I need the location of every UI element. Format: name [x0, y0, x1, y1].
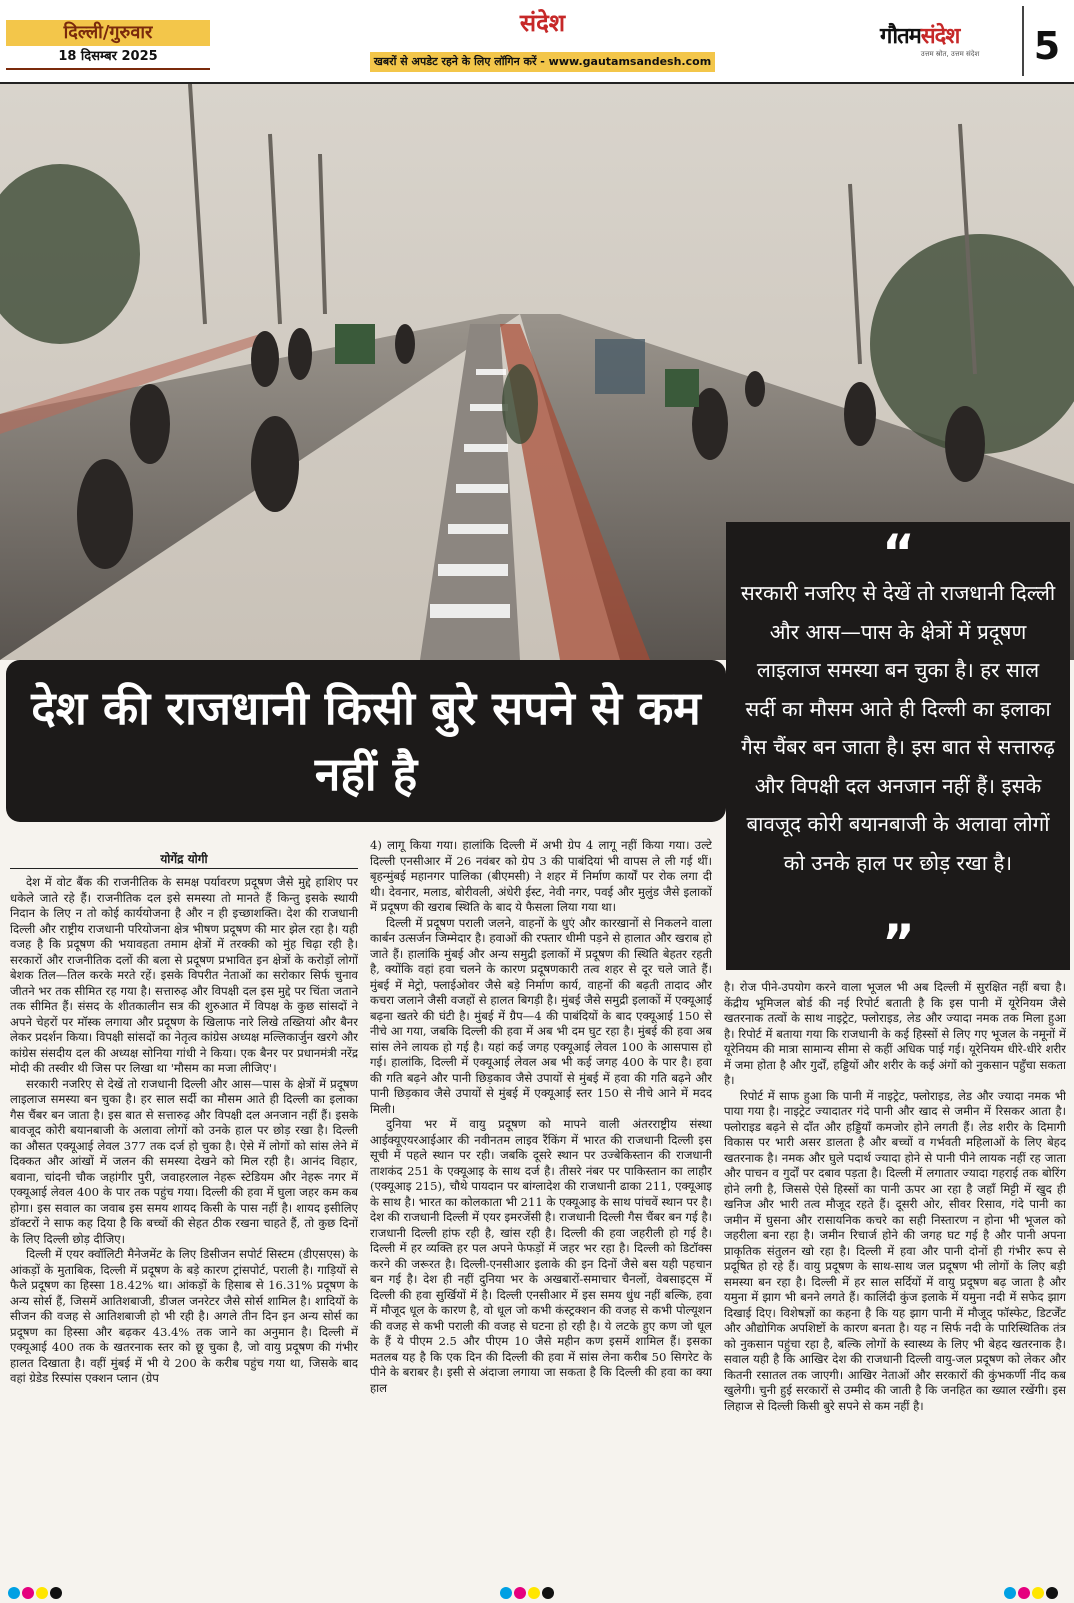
color-registration-marks — [8, 1584, 64, 1596]
article-column-1 — [10, 850, 358, 1580]
page-number: 5 — [1022, 6, 1070, 76]
byline: योगेंद्र योगी — [10, 850, 358, 869]
logo-part2: संदेश — [920, 24, 960, 49]
section-header — [370, 8, 715, 72]
paragraph: सरकारी नजरिए से देखें तो राजधानी दिल्ली और आस—पास के क्षेत्रों में प्रदूषण लाइलाज समस्या बन चुका है। हर साल सर्दी का मौसम आते ही दिल्ली का इलाका गैस चैंबर बन जाता है। इस बात से सत्तारुढ़ और विपक्षी दल अनजान नहीं हैं। इसके बावजूद कोरी बयानबाजी के अलावा लोगों को उनके हाल पर छोड़ रखा है। दिल्ली का औसत एक्यूआई लेवल 377 तक दर्ज हो चुका है। ऐसे में लोगों को सांस लेने में दिक्कत और आंखों में जलन की समस्या देखने को मिल रही है। आनंद विहार, बवाना, चांदनी चौक जहांगीर पुरी, जवाहरलाल नेहरू स्टेडियम और नेहरू नगर में एक्यूआई लेवल 400 के पार तक पहुंच गया। दिल्ली की हवा में घुला जहर कम कब होगा। इस सवाल का जवाब इस समय शायद किसी के पास नहीं है। शायद इसीलिए डॉक्टरों ने साफ कह दिया है कि बच्चों की सेहत ठीक रखना चाहते हैं, तो कुछ दिनों के लिए दिल्ली छोड़ दीजिए। — [10, 1076, 358, 1246]
paragraph: दिल्ली में प्रदूषण पराली जलने, वाहनों के धुएं और कारखानों से निकलने वाला कार्बन उत्सर्जन जिम्मेदार है। हवाओं की रफ्तार धीमी पड़ने से हालात और खराब हो जाते हैं। हालांकि मुंबई और अन्य समुद्री इलाकों में प्रदूषण की स्थिति बेहतर रहती है, क्योंकि वहां हवा चलने के कारण प्रदूषणकारी तत्व शहर से दूर चले जाते हैं। मुंबई में मेट्रो, फ्लाईओवर जैसे बड़े निर्माण कार्य, वाहनों की बढ़ती तादाद और कचरा जलाने जैसी वजहों से हालत बिगड़ी है। मुंबई जैसे समुद्री इलाकों में एक्यूआई बढ़ना खतरे की घंटी है। मुंबई में ग्रैप—4 की पाबंदियों के बाद एक्यूआई 150 से नीचे आ गया, जबकि दिल्ली की हवा में अब भी दम घुट रहा है। मुंबई की हवा अब सांस लेने लायक हो गई है। यहां कई जगह एक्यूआई लेवल 100 के आसपास हो गई। हालांकि, दिल्ली में एक्यूआई लेवल अब भी कई जगह 400 के पार है। हवा की गति बढ़ने और पानी छिड़काव जैसे उपायों से मुंबई में हवा की गति बढ़ने और पानी छिड़काव जैसे उपायों से मुंबई में एक्यूआई स्तर 150 से नीचे आने में मदद मिली। — [370, 915, 712, 1116]
city-day: दिल्ली/गुरुवार — [6, 20, 210, 46]
quote-close-icon: ” — [882, 914, 915, 972]
logo-tagline: उत्तम स्रोत, उत्तम संदेश — [920, 50, 980, 58]
masthead — [0, 0, 1074, 84]
paragraph: है। रोज पीने-उपयोग करने वाला भूजल भी अब दिल्ली में सुरक्षित नहीं बचा है। केंद्रीय भूमिजल बोर्ड की नई रिपोर्ट बताती है कि इस पानी में यूरेनियम जैसे खतरनाक तत्वों के साथ नाइट्रेट, फ्लोराइड, लेड और ज्यादा नमक तक मिला हुआ है। रिपोर्ट में बताया गया कि राजधानी के कई हिस्सों से लिए गए भूजल के नमूनों में यूरेनियम की मात्रा सामान्य सीमा से कहीं अधिक पाई गई। यूरेनियम धीरे-धीरे शरीर में जमा होता है और गुर्दों, हड्डियों और शरीर के कई अंगों को नुकसान पहुँचा सकता है। — [724, 980, 1066, 1087]
article-column-2 — [370, 838, 712, 1580]
paragraph: दुनिया भर में वायु प्रदूषण को मापने वाली अंतरराष्ट्रीय संस्था आईक्यूएयरआईआर की नवीनतम लाइव रैंकिंग में भारत की राजधानी दिल्ली इस सूची में पहले स्थान पर रही। जबकि दूसरे स्थान पर उज्बेकिस्तान की राजधानी ताशकंद 251 के एक्यूआइ के साथ दर्ज है। तीसरे नंबर पर पाकिस्तान का लाहौर (एक्यूआइ 215), चौथे पायदान पर बांग्लादेश की राजधानी ढाका 211, एक्यूआइ के साथ है। भारत का कोलकाता भी 211 के एक्यूआइ के साथ पांचवें स्थान पर है। देश की राजधानी दिल्ली में एयर इमरजेंसी है। राजधानी दिल्ली गैस चैंबर बन गई है। राजधानी दिल्ली हांफ रही है, खांस रही है। दिल्ली की हवा जहरीली हो गई है। दिल्ली में हर व्यक्ति हर पल अपने फेफड़ों में जहर भर रहा है। दिल्ली को डिटॉक्स करने की जरूरत है। दिल्ली-एनसीआर इलाके की इन दिनों जैसे बस यही पहचान बन गई है। देश ही नहीं दुनिया भर के अखबारों-समाचार चैनलों, वेबसाइट्स में दिल्ली की हवा सुर्खियों में है। दिल्ली एनसीआर में इस समय धुंध नहीं बल्कि, हवा में मौजूद धूल के कारण है, वो धूल जो कभी कंस्ट्रक्शन की वजह से कभी पोल्यूशन की वजह से कभी पराली की वजह से घटना हो रही है। ये लटके हुए कण जो धूल के हैं ये पीएम 2.5 और पीएम 10 जैसे महीन कण इसमें शामिल हैं। इसका मतलब यह है कि एक दिन की दिल्ली की हवा में सांस लेना करीब 50 सिगरेट के पीने के बराबर है। इसी से अंदाजा लगाया जा सकता है कि दिल्ली की हवा का क्या हाल — [370, 1117, 712, 1395]
pull-quote — [726, 522, 1070, 970]
color-registration-marks — [1004, 1584, 1060, 1596]
quote-open-icon: “ — [882, 524, 915, 582]
newspaper-logo — [880, 20, 1020, 68]
color-registration-marks — [500, 1584, 556, 1596]
headline: देश की राजधानी किसी बुरे सपने से कम नहीं है — [6, 660, 726, 822]
paragraph: 4) लागू किया गया। हालांकि दिल्ली में अभी ग्रेप 4 लागू नहीं किया गया। उल्टे दिल्ली एनसीआर में 26 नवंबर को ग्रेप 3 की पाबंदियां भी वापस ले ली गई थीं। बृहन्मुंबई महानगर पालिका (बीएमसी) ने शहर में निर्माण कार्यों पर रोक लगा दी थी। देवनार, मलाड, बोरीवली, अंधेरी ईस्ट, नेवी नगर, पवई और मुलुंड जैसे इलाकों में प्रदूषण की खराब स्थिति के बाद ये फैसला लिया गया था। — [370, 838, 712, 914]
article-column-3 — [724, 980, 1066, 1580]
paragraph: दिल्ली में एयर क्वॉलिटी मैनेजमेंट के लिए डिसीजन सपोर्ट सिस्टम (डीएसएस) के आंकड़ों के मुताबिक, दिल्ली में प्रदूषण के बड़े कारण ट्रांसपोर्ट, पराली है। गाड़ियों से फैले प्रदूषण का हिस्सा 18.42% था। आंकड़ों के हिसाब से 16.31% प्रदूषण के अन्य सोर्स हैं, जिसमें आतिशबाजी, डीजल जनरेटर जैसे सोर्स शामिल है। शादियों के सीजन की वजह से आतिशबाजी हो भी रही है। अगले तीन दिन इन अन्य सोर्स का प्रदूषण का हिस्सा और बढ़कर 43.4% तक जाने का अनुमान है। दिल्ली में एक्यूआई 400 तक के खतरनाक स्तर को छू चुका है, जो वायु प्रदूषण की गंभीर हालत दिखाता है। वहीं मुंबई में भी ये 200 के करीब पहुंच गया था, जिसके बाद वहां ग्रेडेड रिस्पांस एक्शन प्लान (ग्रेप — [10, 1247, 358, 1385]
paragraph: देश में वोट बैंक की राजनीतिक के समक्ष पर्यावरण प्रदूषण जैसे मुद्दे हाशिए पर धकेले जाते रहे हैं। राजनीतिक दल इसे समस्या तो मानते हैं किन्तु इसके स्थायी निदान के लिए न तो कोई कार्ययोजना है और न ही इच्छाशक्ति। देश की राजधानी दिल्ली और राष्ट्रीय राजधानी परियोजना क्षेत्र भीषण प्रदूषण की मार झेल रहा है। यही वजह है कि प्रदूषण की भयावहता तमाम क्षेत्रों में तरक्की को मुंह चिढ़ा रही है। सरकारों और राजनीतिक दलों की बला से प्रदूषण प्रभावित इन क्षेत्रों के करोड़ों लोगों बेशक तिल—तिल करके मरते रहें। इसके विपरीत नेताओं का सरोकार सिर्फ चुनाव जीतने भर तक सीमित रह गया है। सत्तारुढ़ और विपक्षी दल इस मुद्दे पर चिंता जताने तक सीमित हैं। संसद के शीतकालीन सत्र की शुरुआत में विपक्ष के कुछ सांसदों ने अपने चेहरों पर मॉस्क लगाया और प्रदूषण के खिलाफ नारे लिखे तख्तियां और बैनर लेकर प्रदर्शन किया। विपक्षी सांसदों का नेतृत्व कांग्रेस अध्यक्ष मल्लिकार्जुन खरगे और कांग्रेस संसदीय दल की अध्यक्ष सोनिया गांधी ने किया। एक बैनर पर प्रधानमंत्री नरेंद्र मोदी की तस्वीर थी जिस पर लिखा था 'मौसम का मजा लीजिए'। — [10, 875, 358, 1075]
strapline: खबरों से अपडेट रहने के लिए लॉगिन करें - www.gautamsandesh.com — [370, 52, 715, 72]
issue-date: 18 दिसम्बर 2025 — [6, 46, 210, 70]
section-name: संदेश — [519, 9, 566, 37]
logo-part1: गौतम — [880, 24, 921, 49]
paragraph: रिपोर्ट में साफ हुआ कि पानी में नाइट्रेट, फ्लोराइड, लेड और ज्यादा नमक भी पाया गया है। नाइट्रेट ज्यादातर गंदे पानी और खाद से जमीन में रिसकर आता है। फ्लोराइड बढ़ने से दाँत और हड्डियाँ कमजोर होने लगती हैं। लेड शरीर के दिमागी विकास पर भारी असर डालता है और बच्चों व गर्भवती महिलाओं के लिए बेहद खतरनाक है। नमक और घुले पदार्थ ज्यादा होने से पानी पीने लायक नहीं रह जाता और पाचन व गुर्दों पर दबाव पड़ता है। दिल्ली में लगातार ज्यादा गहराई तक बोरिंग होने लगी है, जिससे ऐसे हिस्सों का पानी ऊपर आ रहा है जहाँ मिट्टी में खुद ही खनिज और भारी तत्व मौजूद रहते हैं। दूसरी ओर, सीवर रिसाव, गंदे पानी का जमीन में घुसना और रासायनिक कचरे का सही निस्तारण न होना भी भूजल को जहरीला बना रहा है। जमीन रिचार्ज होने की जगह घट गई है और पानी अपना प्राकृतिक संतुलन खो रहा है। दिल्ली में हवा और पानी दोनों ही गंभीर रूप से प्रदूषित हो रहे हैं। वायु प्रदूषण के साथ-साथ जल प्रदूषण भी लोगों के लिए बड़ी समस्या बन रहा है। दिल्ली में हर साल सर्दियों में वायु प्रदूषण बढ़ जाता है और यमुना में झाग भी बनने लगते हैं। कालिंदी कुंज इलाके में यमुना नदी में सफेद झाग दिखाई दिए। विशेषज्ञों का कहना है कि यह झाग पानी में मौजूद फॉस्फेट, डिटर्जेंट और औद्योगिक अपशिष्टों के कारण बनता है। यह न सिर्फ नदी के पारिस्थितिक तंत्र को नुकसान पहुंचा रहा है, बल्कि लोगों के स्वास्थ्य के लिए भी बेहद खतरनाक है। सवाल यही है कि आखिर देश की राजधानी दिल्ली वायु-जल प्रदूषण को लेकर और कितनी रसातल तक जाएगी। आखिर नेताओं और सरकारों की कुंभकर्णी नींद कब खुलेगी। चुनी हुई सरकारों से उम्मीद की जाती है कि जनहित का ख्याल रखेंगी। इस लिहाज से दिल्ली किसी बुरे सपने से कम नहीं है। — [724, 1088, 1066, 1413]
dateline — [6, 20, 210, 72]
pull-quote-text: सरकारी नजरिए से देखें तो राजधानी दिल्ली और आस—पास के क्षेत्रों में प्रदूषण लाइलाज समस्या बन चुका है। हर साल सर्दी का मौसम आते ही दिल्ली का इलाका गैस चैंबर बन जाता है। इस बात से सत्तारुढ़ और विपक्षी दल अनजान नहीं हैं। इसके बावजूद कोरी बयानबाजी के अलावा लोगों को उनके हाल पर छोड़ रखा है। — [740, 581, 1056, 875]
